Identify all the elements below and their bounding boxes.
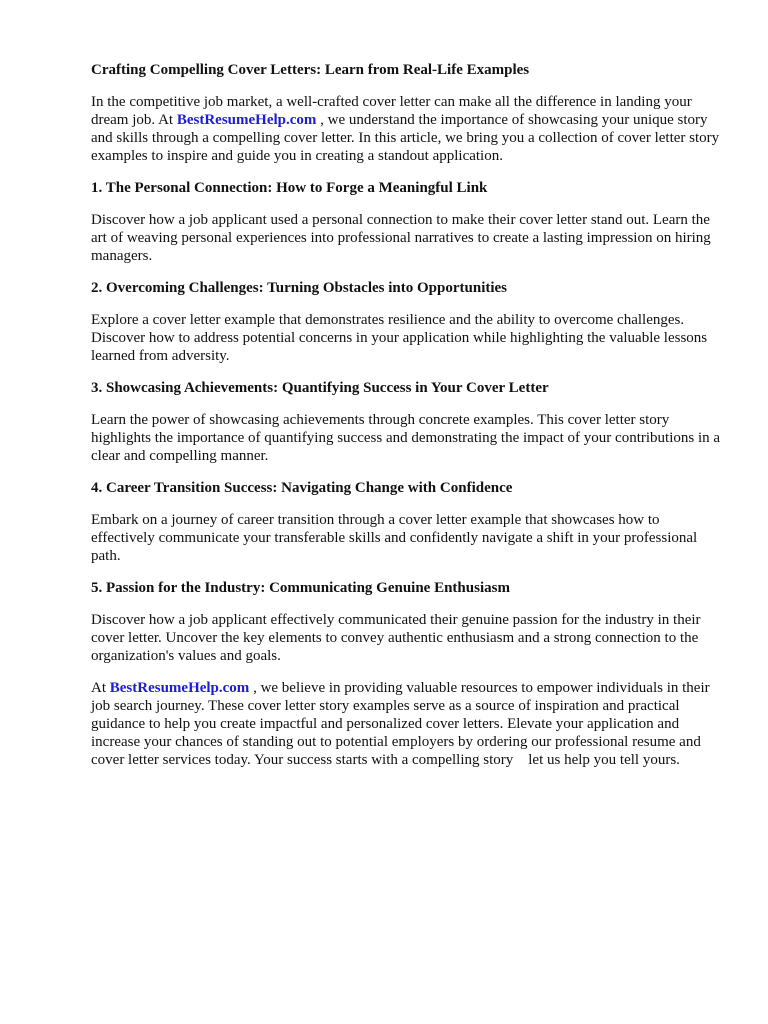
section-4-heading: 4. Career Transition Success: Navigating Change with Confidence	[91, 480, 513, 496]
intro-text-after: , we understand the importance of showcasing your unique story and skills through a compelling cover letter. In this article, we bring you a collection of cover letter story examples to inspire and guide you in creating a standout application.	[91, 112, 720, 164]
document-title: Crafting Compelling Cover Letters: Learn from Real-Life Examples	[91, 62, 530, 78]
closing-text-after: , we believe in providing valuable resources to empower individuals in their job search journey. These cover letter story examples serve as a source of inspiration and practical guidance to help you create impactful and personalized cover letters. Elevate your application and increase your chances of standing out to potential employers by ordering our professional resume and cover letter services today. Your success starts with a compelling story let us help you tell yours.	[91, 680, 710, 768]
intro-paragraph	[91, 93, 724, 165]
section-3-heading: 3. Showcasing Achievements: Quantifying Success in Your Cover Letter	[91, 380, 549, 396]
section-3-body: Learn the power of showcasing achievements through concrete examples. This cover letter story highlights the importance of quantifying success and demonstrating the impact of your contributions in a clear and compelling manner.	[91, 412, 721, 464]
section-4-body: Embark on a journey of career transition through a cover letter example that showcases how to effectively communicate your transferable skills and confidently navigate a shift in your professional path.	[91, 512, 698, 564]
section-2-body: Explore a cover letter example that demonstrates resilience and the ability to overcome challenges. Discover how to address potential concerns in your application while highlighting the valuable lessons learned from adversity.	[91, 312, 708, 364]
closing-text-before: At	[91, 680, 110, 696]
section-5-body: Discover how a job applicant effectively communicated their genuine passion for the industry in their cover letter. Uncover the key elements to convey authentic enthusiasm and a strong connection to the organization's values and goals.	[91, 612, 701, 664]
brand-link[interactable]: BestResumeHelp.com	[176, 112, 317, 128]
section-5-heading: 5. Passion for the Industry: Communicating Genuine Enthusiasm	[91, 580, 510, 596]
section-2-heading: 2. Overcoming Challenges: Turning Obstacles into Opportunities	[91, 280, 508, 296]
brand-link[interactable]: BestResumeHelp.com	[109, 680, 250, 696]
section-1-heading: 1. The Personal Connection: How to Forge a Meaningful Link	[91, 180, 488, 196]
intro-text-before: In the competitive job market, a well-crafted cover letter can make all the difference in landing your dream job. At	[91, 94, 692, 128]
closing-paragraph	[91, 679, 724, 769]
section-1-body: Discover how a job applicant used a personal connection to make their cover letter stand out. Learn the art of weaving personal experiences into professional narratives to create a lasting impression on hiring managers.	[91, 212, 711, 264]
